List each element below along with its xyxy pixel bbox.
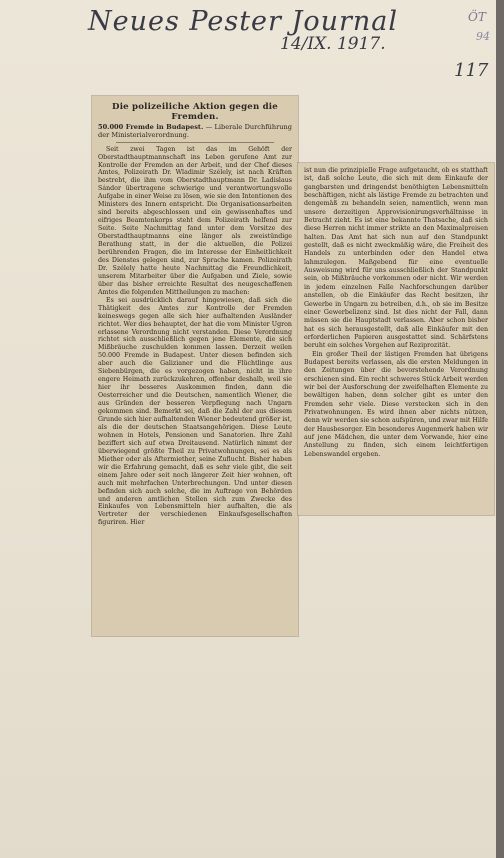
article-column-2 — [298, 163, 494, 515]
article-paragraph: Seit zwei Tagen ist das im Gehöft der Oberstadthauptmannschaft ins Leben gerufene Amt zur Kontrolle der Fremden an der Arbeit, und der Chef dieses Amtes, Polizeirath Dr. Wladimir Szélely, ist nach Kräften bestrebt, die ihm vom Oberstadthauptmann Dr. Ladislaus Sándor übertragene schwierige und verantwortungsvolle Aufgabe in einer Weise zu lösen, wie sie den Intentionen des Ministers des Innern entspricht. Die Organisationsarbeiten sind bereits abgeschlossen und ein gewissenhaftes und eifriges Beamtenkorps steht dem Polizeirath helfend zur Seite. Seite Nachmittag fand unter dem Vorsitze des Oberstadthauptmanns eine länger als zweistündige Berathung statt, in der die aktuellen, die Polizei berührenden Fragen, die im Interesse der Einheitlichkeit des Dienstes gelegen sind, zur Sprache kamen. Polizeirath Dr. Szélely hatte heute Nachmittag die Freundlichkeit, unserem Mitarbeiter über die Aufgaben und Ziele, sowie über das bisher erreichte Resultat des neugeschaffenen Amtes die folgenden Mittheilungen zu machen: — [98, 145, 292, 296]
handwritten-date: 14/IX. 1917. — [280, 34, 386, 54]
article-subheadline — [98, 124, 292, 140]
headline-divider — [116, 142, 274, 143]
article-paragraph: ist nun die prinzipielle Frage aufgetaucht, ob es statthaft ist, daß solche Leute, die sich mit dem Einkaufe der gangbarsten und dringendst benöthigten Lebensmitteln beschäftigen, nicht als lästige Fremde zu betrachten und dengemäß zu behandeln seien, namentlich, wenn man unsere derzeitigen Approvisionirungsverhältnisse in Betracht zieht. Es ist eine bekannte Thatsache, daß sich diese Herren nicht immer strikte an den Maximalpreisen halten. Das Amt hat sich nun auf den Standpunkt gestellt, daß es nicht zweckmäßig wäre, die Freiheit des Handels zu unterbinden oder den Handel etwa lahmzulegen. Maßgebend für eine eventuelle Ausweisung wird für uns ausschließlich der Standpunkt sein, ob Mißbräuche vorkommen oder nicht. Wir werden in jedem einzelnen Falle Nachforschungen darüber anstellen, ob die Einkäufer das Recht besitzen, ihr Gewerbe in Ungarn zu betreiben, d.h., ob sie im Besitze einer Gewerbelizenz sind. Ist dies nicht der Fall, dann müssen sie die Hauptstadt verlassen. Aber schon bisher hat es sich herausgestellt, daß alle Einkäufer mit den erforderlichen Papieren ausgestattet sind. Schärfstens beruht ein solches Vorgehen auf Reziprozität. — [304, 167, 488, 350]
article-paragraph: Es sei ausdrücklich darauf hingewiesen, daß sich die Thätigkeit des Amtes zur Kontrolle der Fremden keineswegs gegen alle sich hier aufhaltenden Ausländer richtet. Wer dies behauptet, der hat die vom Minister Ugron erlassene Verordnung nicht verstanden. Diese Verordnung richtet sich ausschließlich gegen jene Elemente, die sich Mißbräuche zuschulden kommen lassen. Derzeit weilen 50.000 Fremde in Budapest. Unter diesen befinden sich aber auch die Galizianer und die Flüchtlinge aus Siebenbürgen, die es vorgezogen haben, nicht in ihre engere Heimath zurückzukehren, offenbar deshalb, weil sie hier ihr besseres Auskommen finden, dann die Oesterreicher und die Deutschen, namentlich Wiener, die aus Gründen der besseren Verpflegung nach Ungarn gekommen sind. Bemerkt sei, daß die Zahl der aus diesem Grunde sich hier aufhaltenden Wiener bedeutend größer ist, als die der deutschen Staatsangehörigen. Diese Leute wohnen in Hotels, Pensionen und Sanatorien. Ihre Zahl beziffert sich auf etwa Dreitausend. Natürlich nimmt der überwiegend größte Theil zu Privatwohnungen, sei es als Miether oder als Aftermiether, seine Zuflucht. Bisher haben wir die Erfahrung gemacht, daß es sehr viele gibt, die seit einem Jahre oder seit noch längerer Zeit hier wohnen, oft auch mit mehrfachen Unterbrechungen. Und unter diesen befinden sich auch solche, die im Auftrage von Behörden und anderen amtlichen Stellen sich zum Zwecke des Einkaufes von Lebensmitteln hier aufhalten, die als Vertreter der verschiedenen Einkaufsgesellschaften figuriren. Hier — [98, 296, 293, 527]
article-column-1 — [92, 96, 298, 636]
article-paragraph: Ein großer Theil der lästigen Fremden hat übrigens Budapest bereits verlassen, als die ersten Meldungen in den Zeitungen über die bevorstehende Verordnung erschienen sind. Ein recht schweres Stück Arbeit werden wir bei der Ausforschung der zweifelhaften Elemente zu bewältigen haben, denn solcher gibt es unter den Fremden sehr viele. Diese verstecken sich in den Privatwohnungen. Es wird ihnen aber nichts nützen, denn wir werden sie schon aufspüren, und zwar mit Hilfe der Hausbesorger. Ein besonderes Augenmerk haben wir auf jene Mädchen, die unter dem Vorwande, hier eine Anstellung zu finden, sich einem leichtfertigen Lebenswandel ergeben. — [304, 350, 488, 458]
handwritten-corner-number: 94 — [476, 30, 490, 43]
page-edge — [496, 0, 504, 858]
handwritten-paper-name: Neues Pester Journal — [88, 6, 399, 37]
subheadline-bold: 50.000 Fremde in Budapest. — [98, 123, 204, 131]
article-headline: Die polizeiliche Aktion gegen die Fremden. — [112, 102, 278, 122]
subheadline-rest: — Liberale Durchführung der Ministerialverordnung. — [98, 123, 292, 139]
handwritten-corner-mark: ÖT — [468, 10, 486, 24]
handwritten-page-number: 117 — [454, 60, 489, 81]
